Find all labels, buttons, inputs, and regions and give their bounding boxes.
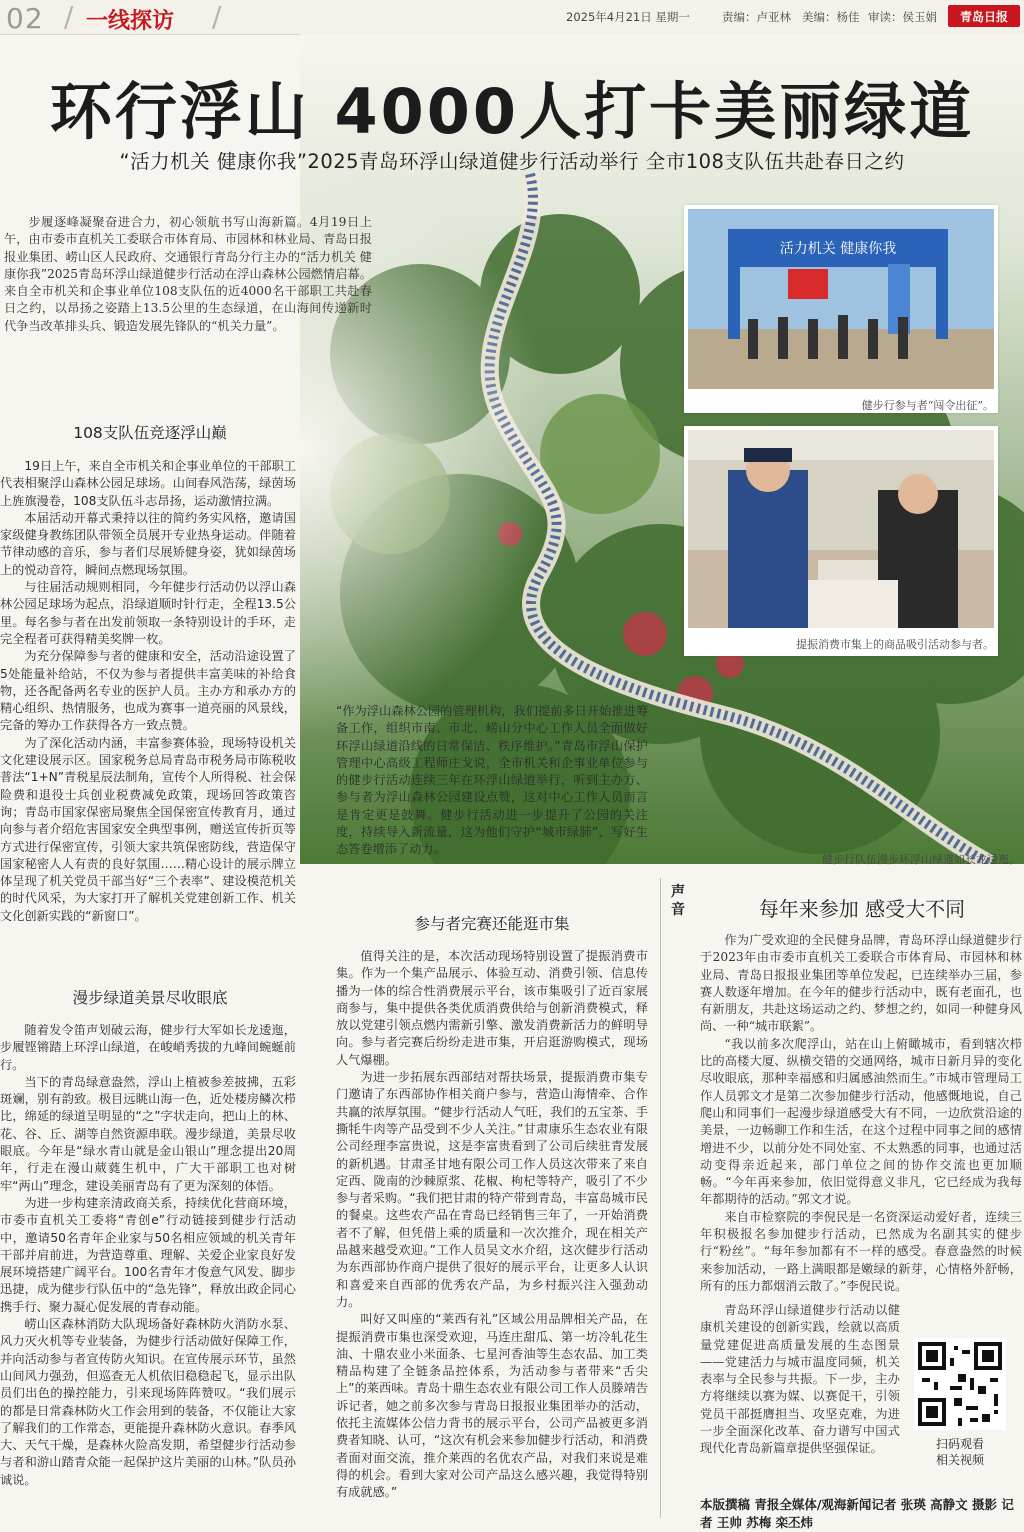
- art-editor: 美编：杨佳: [802, 10, 860, 24]
- lead-paragraph: 步履逐峰凝聚奋进合力，初心领航书写山海新篇。4月19日上午，由市委市直机关工委联合市体育局、市园林和林业局、青岛日报报业集团、崂山区人民政府、交通银行青岛分行主办的“活力机关 健康你我”2025青岛环浮山绿道健步行活动在浮山森林公园燃情启幕。来自全市机关和企事业单位108支队伍的近4000名干部职工共赴春日之约，以昂扬之姿踏上13.5公里的生态绿道，在山海间传递新时代争当改革排头兵、锻造发展先锋队的“机关力量”。: [4, 215, 372, 333]
- divider-slash: /: [212, 0, 222, 33]
- paragraph: 本届活动开幕式秉持以往的简约务实风格，邀请国家级健身教练团队带领全员展开专业热身运动。伴随着节律动感的音乐，参与者们尽展矫健身姿，犹如绿茵场上的悦动音符，瞬间点燃现场氛围。: [0, 510, 296, 577]
- section2-body: [0, 1022, 296, 1489]
- chief-editor: 责编：卢亚林: [722, 10, 791, 24]
- photo-caption: 健步行队伍漫步环浮山绿道如长龙逶迤。: [822, 853, 1020, 866]
- paragraph: 当下的青岛绿意盎然，浮山上植被参差披拂，五彩斑斓，别有韵致。极目远眺山海一色，近处楼房鳞次栉比，绵延的绿道呈明显的“之”字状走向，把山上的林、花、谷、丘、湖等自然资源串联。漫步绿道，美景尽收眼底。今年是“绿水青山就是金山银山”理念提出20周年，行走在漫山葳蕤生机中，广大干部职工也对树牢“两山”理念，建设美丽青岛有了更为深刻的体悟。: [0, 1074, 296, 1193]
- paragraph: “我以前多次爬浮山，站在山上俯瞰城市，看到辖次栉比的高楼大厦、纵横交错的交通网络，城市日新月异的变化尽收眼底，那种幸福感和归属感油然而生。”市城市管理局工作人员郭文才是第二次参加健步行活动，他感慨地说，自己爬山和同事们一起漫步绿道感受大有不同，一边欣赏沿途的美景，一边畅聊工作和生活，在这个过程中同事之间的感情增进不少，以前分处不同处室、不太熟悉的同事，也通过活动变得亲近起来，部门单位之间的协作交流也更加顺畅。“今年再来参加，依旧觉得意义非凡，它已经成为我每年都期待的活动。”郭文才说。: [700, 1036, 1022, 1207]
- section-title-every-year: 每年来参加 感受大不同: [758, 897, 966, 921]
- headline: 环行浮山 4000人打卡美丽绿道: [49, 75, 975, 148]
- paragraph: 19日上午，来自全市机关和企事业单位的干部职工代表相聚浮山森林公园足球场。山间春风浩荡，绿茵场上旌旗漫卷，108支队伍斗志昂扬，运动激情拉满。: [0, 459, 296, 508]
- qr-label-line: 相关视频: [935, 1453, 984, 1467]
- qr-label: [914, 1436, 1006, 1468]
- paragraph: 为充分保障参与者的健康和安全，活动沿途设置了5处能量补给站，不仅为参与者提供丰富美味的补给食物，还各配备两名专业的医护人员。主办方和承办方的精心组织、热情服务，也成为赛事一道亮丽的风景线，完备的筹办工作获得各方一致点赞。: [0, 649, 296, 733]
- park-manager-quote: “作为浮山森林公园的管理机构，我们提前多日开始推进筹备工作，组织市南、市北、崂山分中心工作人员全面做好环浮山绿道沿线的日常保洁、秩序维护。”青岛市浮山保护管理中心高级工程师庄戈说，全市机关和企事业单位参与的健步行活动连续三年在环浮山绿道举行，听到主办方、参与者为浮山森林公园建设点赞，这对中心工作人员而言是肯定更是鼓舞。健步行活动进一步提升了公园的关注度，持续导入新流量，这为他们守护“城市绿肺”、写好生态答卷增添了动力。: [336, 704, 648, 857]
- paragraph: 为进一步拓展东西部结对帮扶场景，提振消费市集专门邀请了东西部协作相关商户参与，营造山海情牵、合作共赢的浓厚氛围。“健步行活动人气旺，我们的五宝茶、手撕牦牛肉等产品受到不少人关注。”甘肃康乐生态农业有限公司经理李富贵说，这是李富贵看到了公司后续驻青发展的新机遇。甘肃圣甘地有限公司工作人员这次带来了来自定西、陇南的沙棘原浆、花椒、枸杞等特产，吸引了不少参与者采购。“我们把甘肃的特产带到青岛，丰富岛城市民的餐桌。这些农产品在青岛已经销售三年了，一开始消费者不了解，但凭借上乘的质量和一次次推介，现在相关产品越来越受欢迎。”工作人员吴文水介绍，这次健步行活动为东西部协作商户提供了很好的展示平台，让更多人认识和喜爱来自西部的优秀农产品，为乡村振兴注入强劲动力。: [336, 1070, 648, 1309]
- page-number: 02: [6, 2, 44, 35]
- column-divider: [660, 878, 661, 1518]
- section3-body: [336, 948, 648, 1502]
- qr-code[interactable]: [914, 1338, 1006, 1430]
- section4-closing: 青岛环浮山绿道健步行活动以健康机关建设的创新实践，绘就以高质量党建促进高质量发展的生态图景——党建活力与城市温度同频，机关表率与全民参与共振。下一步，主办方将继续以赛为媒、以赛促干，引领党员干部挺膺担当、攻坚克难，为进一步全面深化改革、奋力谱写中国式现代化青岛新篇章提供坚强保证。: [700, 1303, 900, 1456]
- divider-slash: /: [64, 0, 74, 33]
- paragraph: 为进一步构建亲清政商关系，持续优化营商环境，市委市直机关工委将“青创e”行动链接到健步行活动中，邀请50名青年企业家与50名相应领域的机关青年干部并肩前进，为营造尊重、理解、关爱企业家良好发展环境搭建广阔平台。100名青年才俊意气风发、脚步迅捷，成为健步行队伍中的“急先锋”，释放出政企同心携手行、聚力凝心促发展的青春动能。: [0, 1195, 296, 1314]
- section-title-market: 参与者完赛还能逛市集: [414, 915, 570, 933]
- voice-label-text: 声音: [671, 884, 685, 918]
- paragraph: 作为广受欢迎的全民健身品牌，青岛环浮山绿道健步行于2023年由市委市直机关工委联合市体育局、市园林和林业局、青岛日报报业集团等单位发起，已连续举办三届，参赛人数逐年增加。在今年的健步行活动中，既有老面孔，也有新朋友，共赴这场运动之约、梦想之约，如同一种健身风尚、一种“城市联絮”。: [700, 933, 1022, 1034]
- paragraph: 与往届活动规则相同，今年健步行活动仍以浮山森林公园足球场为起点，沿绿道顺时针行走，全程13.5公里。每名参与者在出发前领取一条特别设计的手环，走完全程者可获得精美奖牌一枚。: [0, 580, 296, 646]
- section1-body: [0, 458, 296, 925]
- qr-label-line: 扫码观看: [935, 1437, 984, 1451]
- photo-start-gate: [684, 205, 998, 413]
- byline: 本版撰稿 青报全媒体/观海新闻记者 张瑛 高静文 摄影 记者 王帅 苏梅 栾丕炜: [700, 1497, 1014, 1530]
- paragraph: 随着发令笛声划破云海，健步行大军如长龙逶迤，步履铿锵踏上环浮山绿道，在峻峭秀拔的九峰间蜿蜒前行。: [0, 1023, 296, 1072]
- photo-caption: 健步行参与者“闯令出征”。: [861, 399, 994, 412]
- paragraph: 来自市检察院的李倪民是一名资深运动爱好者，连续三年积极报名参加健步行活动，已然成为名副其实的健步行“粉丝”。“每年参加都有不一样的感受。春意盎然的时候来参加活动，一路上满眼都是嫩绿的新芽，心情格外舒畅，所有的压力都烟消云散了。”李倪民说。: [700, 1209, 1022, 1293]
- newspaper-logo: 青岛日报: [948, 5, 1020, 27]
- section-title-108-teams: 108支队伍竞逐浮山巅: [73, 424, 227, 442]
- qr-code-icon: [914, 1338, 1006, 1430]
- start-gate-image: [688, 209, 994, 389]
- issue-date: 2025年4月21日 星期一: [566, 10, 690, 24]
- photo-caption: 提振消费市集上的商品吸引活动参与者。: [796, 638, 994, 651]
- gate-banner-text: 活力机关 健康你我: [779, 241, 897, 257]
- section4-body: [700, 932, 1022, 1295]
- paragraph: 叫好又叫座的“莱西有礼”区域公用品牌相关产品，在提振消费市集也深受欢迎，马连庄甜瓜、第一坊冷轧花生油、十鼎农业小米面条、七星河香油等生态农品、加工类精品构建了全链条品控体系，为活动参与者带来“舌尖上”的莱西味。青岛十鼎生态农业有限公司工作人员滕靖告诉记者，她之前多次参与青岛日报报业集团举办的活动，依托主流媒体公信力背书的展示平台，公司产品被更多消费者知晓、认可，“这次有机会来参加健步行活动，和消费者面对面交流，推介莱西的名优农产品，对我们来说是难得的机会。看到大家对公司产品这么感兴趣，我觉得特别有成就感。”: [336, 1312, 648, 1500]
- proofreader: 审读：侯玉娟: [868, 10, 937, 24]
- section-name: 一线探访: [86, 9, 175, 34]
- paragraph: 值得关注的是，本次活动现场特别设置了提振消费市集。作为一个集产品展示、体验互动、消费引领、信息传播为一体的综合性消费展示平台，该市集吸引了近百家展商参与，集中提供各类优质消费供给与创新消费模式，释放以党建引领点燃内需新引擎、激发消费新活力的鲜明导向。参与者完赛后纷纷走进市集，开启逛游购模式，现场人气爆棚。: [336, 949, 648, 1067]
- subheadline: “活力机关 健康你我”2025青岛环浮山绿道健步行活动举行 全市108支队伍共赴春日之约: [119, 150, 905, 173]
- photo-market: [684, 426, 998, 656]
- voice-label: [670, 883, 686, 919]
- market-image: [688, 430, 994, 628]
- paragraph: 为了深化活动内涵，丰富参赛体验，现场特设机关文化建设展示区。国家税务总局青岛市税务局市陈税收普法“1+N”青税星辰法制角，宣传个人所得税、社会保险费和退役士兵创业税费减免政策，现场回答政策咨询；青岛市国家保密局聚焦全国保密宣传教育月，通过向参与者介绍危害国家安全典型事例，赠送宣传折页等方式进行保密宣传，引领大家共筑保密防线，营造保守国家秘密人人有责的良好氛围……精心设计的展示牌立体呈现了机关党员干部当好“三个表率”、建设模范机关的时代风采，为大家打开了解机关党建创新工作、机关文化创新实践的“新窗口”。: [0, 735, 296, 923]
- paragraph: 崂山区森林消防大队现场备好森林防火消防水泵、风力灭火机等专业装备，为健步行活动做好保障工作，并向活动参与者宣传防火知识。在宣传展示环节，虽然山间风力强劲，但巡查无人机依旧稳稳起飞，显示出队员们出色的操控能力，引来现场阵阵赞叹。“我们展示的都是日常森林防火工作会用到的装备，不仅能让大家了解我们的工作常态，更能提升森林防火意识。春季风大、天气干燥，是森林火险高发期，希望健步行活动参与者和游山踏青众能一起保护这片美丽的山林。”队员孙诚说。: [0, 1317, 296, 1487]
- section-title-greenway: 漫步绿道美景尽收眼底: [72, 989, 228, 1007]
